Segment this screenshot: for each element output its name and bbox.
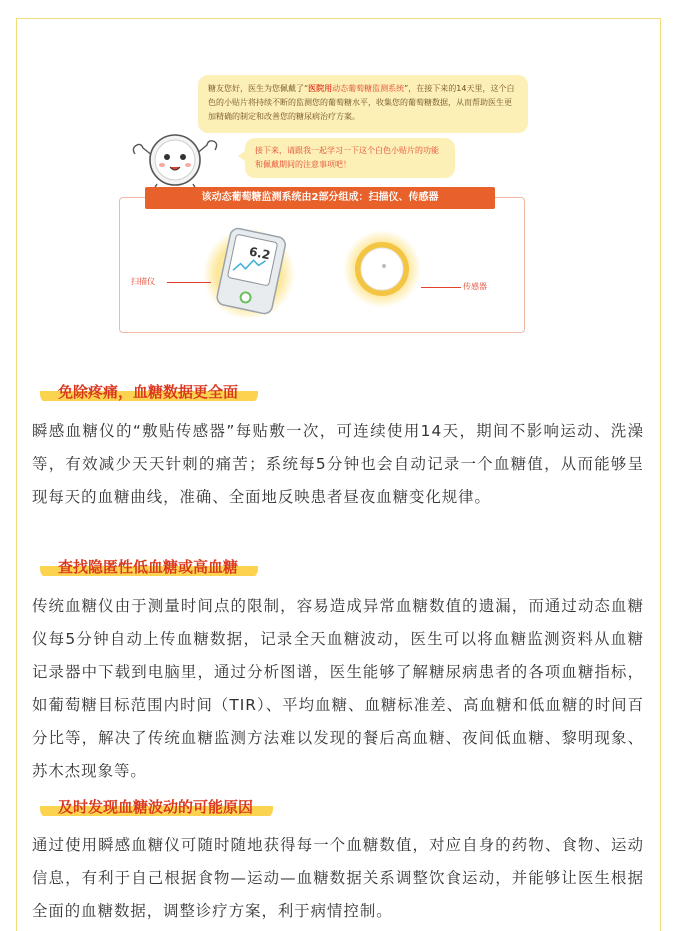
device-components-box (119, 197, 525, 333)
sensor-label: 传感器 (463, 282, 487, 291)
sensor-patch-icon (343, 230, 421, 308)
section-heading-pain-free: 免除疼痛，血糖数据更全面 (40, 382, 258, 404)
next-step-speech-bubble: 接下来，请跟我一起学习一下这个白色小贴片的功能和佩戴期间的注意事项吧！ (245, 138, 455, 178)
section-heading-hidden-glucose: 查找隐匿性低血糖或高血糖 (40, 557, 258, 579)
cgm-illustration (115, 70, 529, 336)
components-banner: 该动态葡萄糖监测系统由2部分组成：扫描仪、传感器 (145, 187, 495, 209)
highlight-system: 动态葡萄糖监测系统 (332, 84, 405, 93)
sensor-mascot-icon (129, 124, 221, 190)
section-body-pain-free: 瞬感血糖仪的“敷贴传感器”每贴敷一次，可连续使用14天，期间不影响运动、洗澡等，有效减少天天针刺的痛苦；系统每5分钟也会自动记录一个血糖值，从而能够呈现每天的血糖曲线，准确、全面地反映患者昼夜血糖变化规律。 (32, 422, 644, 506)
highlight-hospital: 医院用 (308, 84, 333, 93)
scanner-device-icon (201, 222, 297, 318)
intro-speech-bubble: 糖友您好，医生为您佩戴了“医院用动态葡萄糖监测系统”，在接下来的14天里，这个白色的小贴片将持续不断的监测您的葡萄糖水平，收集您的葡萄糖数据，从而帮助医生更加精确的制定和改善您的糖尿病治疗方案。 (198, 75, 528, 133)
scanner-label-line (167, 282, 211, 283)
sensor-label-line (421, 287, 461, 288)
section-heading-fluctuation-causes: 及时发现血糖波动的可能原因 (40, 797, 273, 819)
scanner-label: 扫描仪 (131, 277, 155, 286)
section-body-hidden-glucose: 传统血糖仪由于测量时间点的限制，容易造成异常血糖数值的遗漏，而通过动态血糖仪每5分钟自动上传血糖数据，记录全天血糖波动，医生可以将血糖监测资料从血糖记录器中下载到电脑里，通过分析图谱，医生能够了解糖尿病患者的各项血糖指标，如葡萄糖目标范围内时间（TIR）、平均血糖、血糖标准差、高血糖和低血糖的时间百分比等，解决了传统血糖监测方法难以发现的餐后高血糖、夜间低血糖、黎明现象、苏木杰现象等。 (32, 597, 644, 780)
section-body-fluctuation-causes: 通过使用瞬感血糖仪可随时随地获得每一个血糖数值，对应自身的药物、食物、运动信息，有利于自己根据食物—运动—血糖数据关系调整饮食运动，并能够让医生根据全面的血糖数据，调整诊疗方案，利于病情控制。 (32, 836, 644, 920)
scanner-reading: 6.2 (247, 244, 272, 263)
